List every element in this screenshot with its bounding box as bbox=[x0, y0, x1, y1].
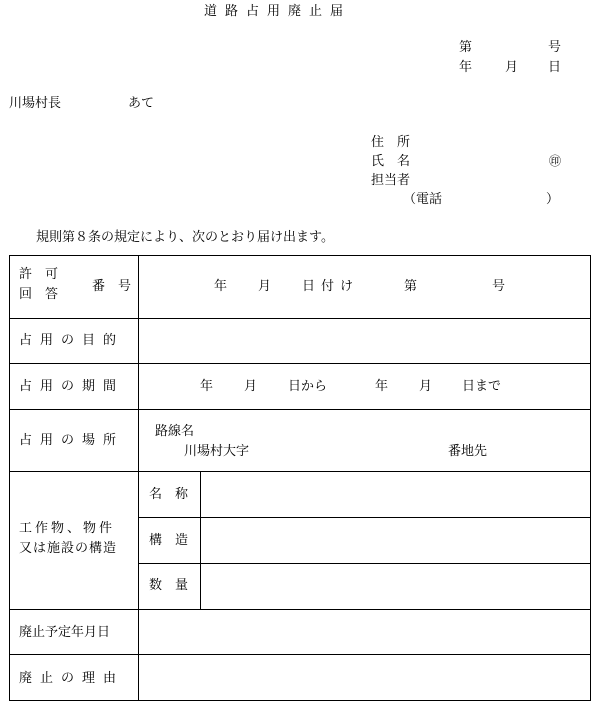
applicant-name-label: 氏 名 bbox=[371, 154, 411, 169]
abolish-date-label: 廃止予定年月日 bbox=[19, 625, 111, 640]
date-month-label: 月 bbox=[505, 60, 519, 75]
date-year-label: 年 bbox=[459, 60, 473, 75]
permit-label-line2: 回 答 bbox=[19, 287, 59, 302]
reason-label: 廃止の理由 bbox=[19, 671, 125, 686]
structure-label-line2: 又は施設の構造 bbox=[19, 541, 118, 556]
permit-number-prefix: 第 bbox=[404, 279, 418, 294]
structure-row-divider bbox=[138, 563, 590, 564]
structure-label-line1: 工作物、物件 bbox=[19, 521, 116, 536]
period-label: 占用の期間 bbox=[19, 379, 125, 394]
addressee-suffix: あて bbox=[128, 96, 155, 111]
applicant-phone-close: ） bbox=[546, 192, 560, 207]
period-day1-label: 日から bbox=[288, 379, 328, 394]
date-day-label: 日 bbox=[548, 60, 562, 75]
route-name-label: 路線名 bbox=[155, 424, 195, 439]
permit-day-label: 日付け bbox=[302, 279, 360, 294]
row-divider bbox=[10, 609, 590, 610]
period-month1-label: 月 bbox=[244, 379, 258, 394]
label-column-divider bbox=[138, 256, 139, 700]
row-divider bbox=[10, 409, 590, 410]
row-divider bbox=[10, 471, 590, 472]
permit-number-suffix: 号 bbox=[492, 279, 506, 294]
village-label: 川場村大字 bbox=[184, 444, 250, 459]
place-label: 占用の場所 bbox=[19, 433, 125, 448]
structure-sublabel-divider bbox=[200, 472, 201, 609]
document-title: 道路占用廃止届 bbox=[204, 4, 352, 19]
period-month2-label: 月 bbox=[419, 379, 433, 394]
row-divider bbox=[10, 654, 590, 655]
period-year2-label: 年 bbox=[375, 379, 389, 394]
addressee-name: 川場村長 bbox=[9, 96, 62, 111]
row-divider bbox=[10, 363, 590, 364]
document-number-suffix: 号 bbox=[548, 40, 562, 55]
structure-row-divider bbox=[138, 517, 590, 518]
document-number-prefix: 第 bbox=[459, 40, 473, 55]
structure-row-name: 名 称 bbox=[149, 487, 189, 502]
structure-row-structure: 構 造 bbox=[149, 533, 189, 548]
permit-year-label: 年 bbox=[214, 279, 228, 294]
form-table bbox=[9, 255, 591, 701]
period-year1-label: 年 bbox=[200, 379, 214, 394]
permit-label-line1: 許 可 bbox=[19, 267, 59, 282]
row-divider bbox=[10, 318, 590, 319]
purpose-label: 占用の目的 bbox=[19, 333, 125, 348]
permit-label-number: 番 号 bbox=[92, 279, 132, 294]
permit-month-label: 月 bbox=[258, 279, 272, 294]
intro-text: 規則第８条の規定により、次のとおり届け出ます。 bbox=[36, 230, 334, 245]
structure-row-quantity: 数 量 bbox=[149, 578, 189, 593]
seal-mark: ㊞ bbox=[549, 154, 562, 168]
applicant-phone-open: （電話 bbox=[403, 192, 443, 207]
applicant-address-label: 住 所 bbox=[371, 135, 411, 150]
lot-label: 番地先 bbox=[448, 444, 488, 459]
period-day2-label: 日まで bbox=[462, 379, 502, 394]
applicant-contact-label: 担当者 bbox=[371, 173, 411, 188]
